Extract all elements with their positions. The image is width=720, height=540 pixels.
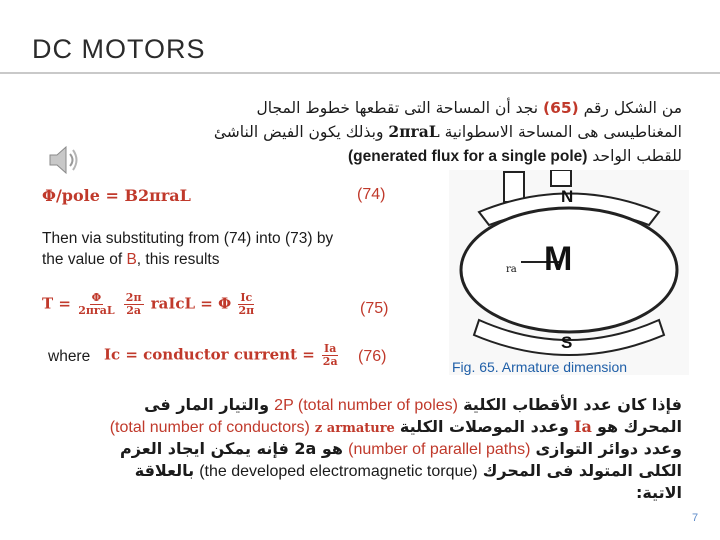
bottom-l4-ar-b: بالعلاقة <box>134 461 195 480</box>
intro-line-2-post: وبذلك يكون الفيض الناشئ <box>213 123 384 141</box>
cylinder-area-symbol: 2πraL <box>388 122 440 141</box>
figure-reference: (65) <box>542 99 579 117</box>
bottom-line-5 <box>636 482 682 504</box>
page-number: 7 <box>692 512 699 524</box>
bottom-l3-ar-a: وعدد دوائر التوازى <box>535 439 682 458</box>
equation-75 <box>42 292 256 317</box>
intro-line-3-ar: للقطب الواحد <box>592 147 682 165</box>
where-label: where <box>48 348 91 365</box>
bottom-l2-ar-b: وعدد الموصلات الكلية <box>399 417 569 436</box>
bottom-line-4 <box>135 460 682 483</box>
bottom-l3-en: (number of parallel paths) <box>348 441 531 458</box>
bottom-l4-en: (the developed electromagnetic torque) <box>199 463 478 480</box>
equation-74: Φ/pole = B2πraL <box>42 186 191 205</box>
intro-line-2-pre: المغناطيسى هى المساحة الاسطوانية <box>444 123 682 141</box>
equation-75-number: (75) <box>360 300 389 317</box>
eq75-fraction-2 <box>124 292 144 317</box>
intro-line-3 <box>348 144 682 169</box>
bottom-l1-ar-a: فإذا كان عدد الأقطاب الكلية <box>463 395 682 414</box>
intro-line-1-pre: من الشكل رقم <box>578 99 682 117</box>
eq76-fraction <box>322 343 338 368</box>
motor-m-label: M <box>544 240 573 278</box>
then-text-post: , this results <box>136 251 220 268</box>
eq75-mid: raIcL = Φ <box>150 294 232 313</box>
eq75-f1-den: 2πraL <box>78 304 115 317</box>
intro-line-2 <box>214 120 682 144</box>
then-text-line-2 <box>42 251 220 269</box>
eq75-f3-num: Ic <box>240 291 253 304</box>
eq75-fraction-1 <box>78 292 114 317</box>
eq75-fraction-3 <box>238 292 254 317</box>
eq75-f2-num: 2π <box>125 291 142 304</box>
eq76-lhs: Ic = conductor current = <box>104 345 315 364</box>
pole-n-label: N <box>561 187 574 206</box>
then-text-pre: the value of <box>42 251 127 268</box>
bottom-l5-ar: الاتية: <box>635 483 682 502</box>
bottom-line-3 <box>120 438 682 461</box>
eq76-f-den: 2a <box>322 355 338 368</box>
radius-label: ra <box>506 264 517 275</box>
intro-line-1 <box>256 96 682 120</box>
equation-74-number: (74) <box>357 186 386 203</box>
bottom-l1-ar-b: والتيار المار فى <box>144 395 270 414</box>
title-divider <box>0 72 720 74</box>
figure-caption: Fig. 65. Armature dimension <box>452 359 628 375</box>
equation-76 <box>104 343 340 368</box>
eq75-f3-den: 2π <box>238 304 255 317</box>
bottom-l3-ar-b: هو 2a فإنه يمكن ايجاد العزم <box>120 439 344 458</box>
intro-line-3-en: (generated flux for a single pole) <box>348 148 588 165</box>
bottom-l2-var2: z armature <box>314 421 395 436</box>
equation-76-number: (76) <box>358 348 387 365</box>
armature-figure <box>449 170 689 375</box>
bottom-l4-ar-a: الكلى المتولد فى المحرك <box>482 461 682 480</box>
eq75-f2-den: 2a <box>126 304 142 317</box>
bottom-line-2 <box>110 416 682 440</box>
armature-diagram <box>449 170 689 375</box>
bottom-l2-var: Ia <box>573 417 592 436</box>
slide-title: DC MOTORS <box>32 34 206 64</box>
bottom-line-1 <box>144 394 682 417</box>
then-text-var: B <box>126 251 137 268</box>
eq75-f1-num: Φ <box>91 291 102 304</box>
eq75-lhs: T = <box>42 294 71 313</box>
speaker-icon[interactable] <box>42 140 82 180</box>
bottom-l2-ar-a: المحرك هو <box>596 417 682 436</box>
intro-line-1-post: نجد أن المساحة التى تقطعها خطوط المجال <box>256 99 543 117</box>
then-text-line-1: Then via substituting from (74) into (73) by <box>42 230 334 247</box>
eq76-f-num: Ia <box>324 342 337 355</box>
pole-s-label: S <box>561 333 573 352</box>
bottom-l2-en: (total number of conductors) <box>109 419 310 436</box>
bottom-l1-en: 2P (total number of poles) <box>274 397 458 414</box>
